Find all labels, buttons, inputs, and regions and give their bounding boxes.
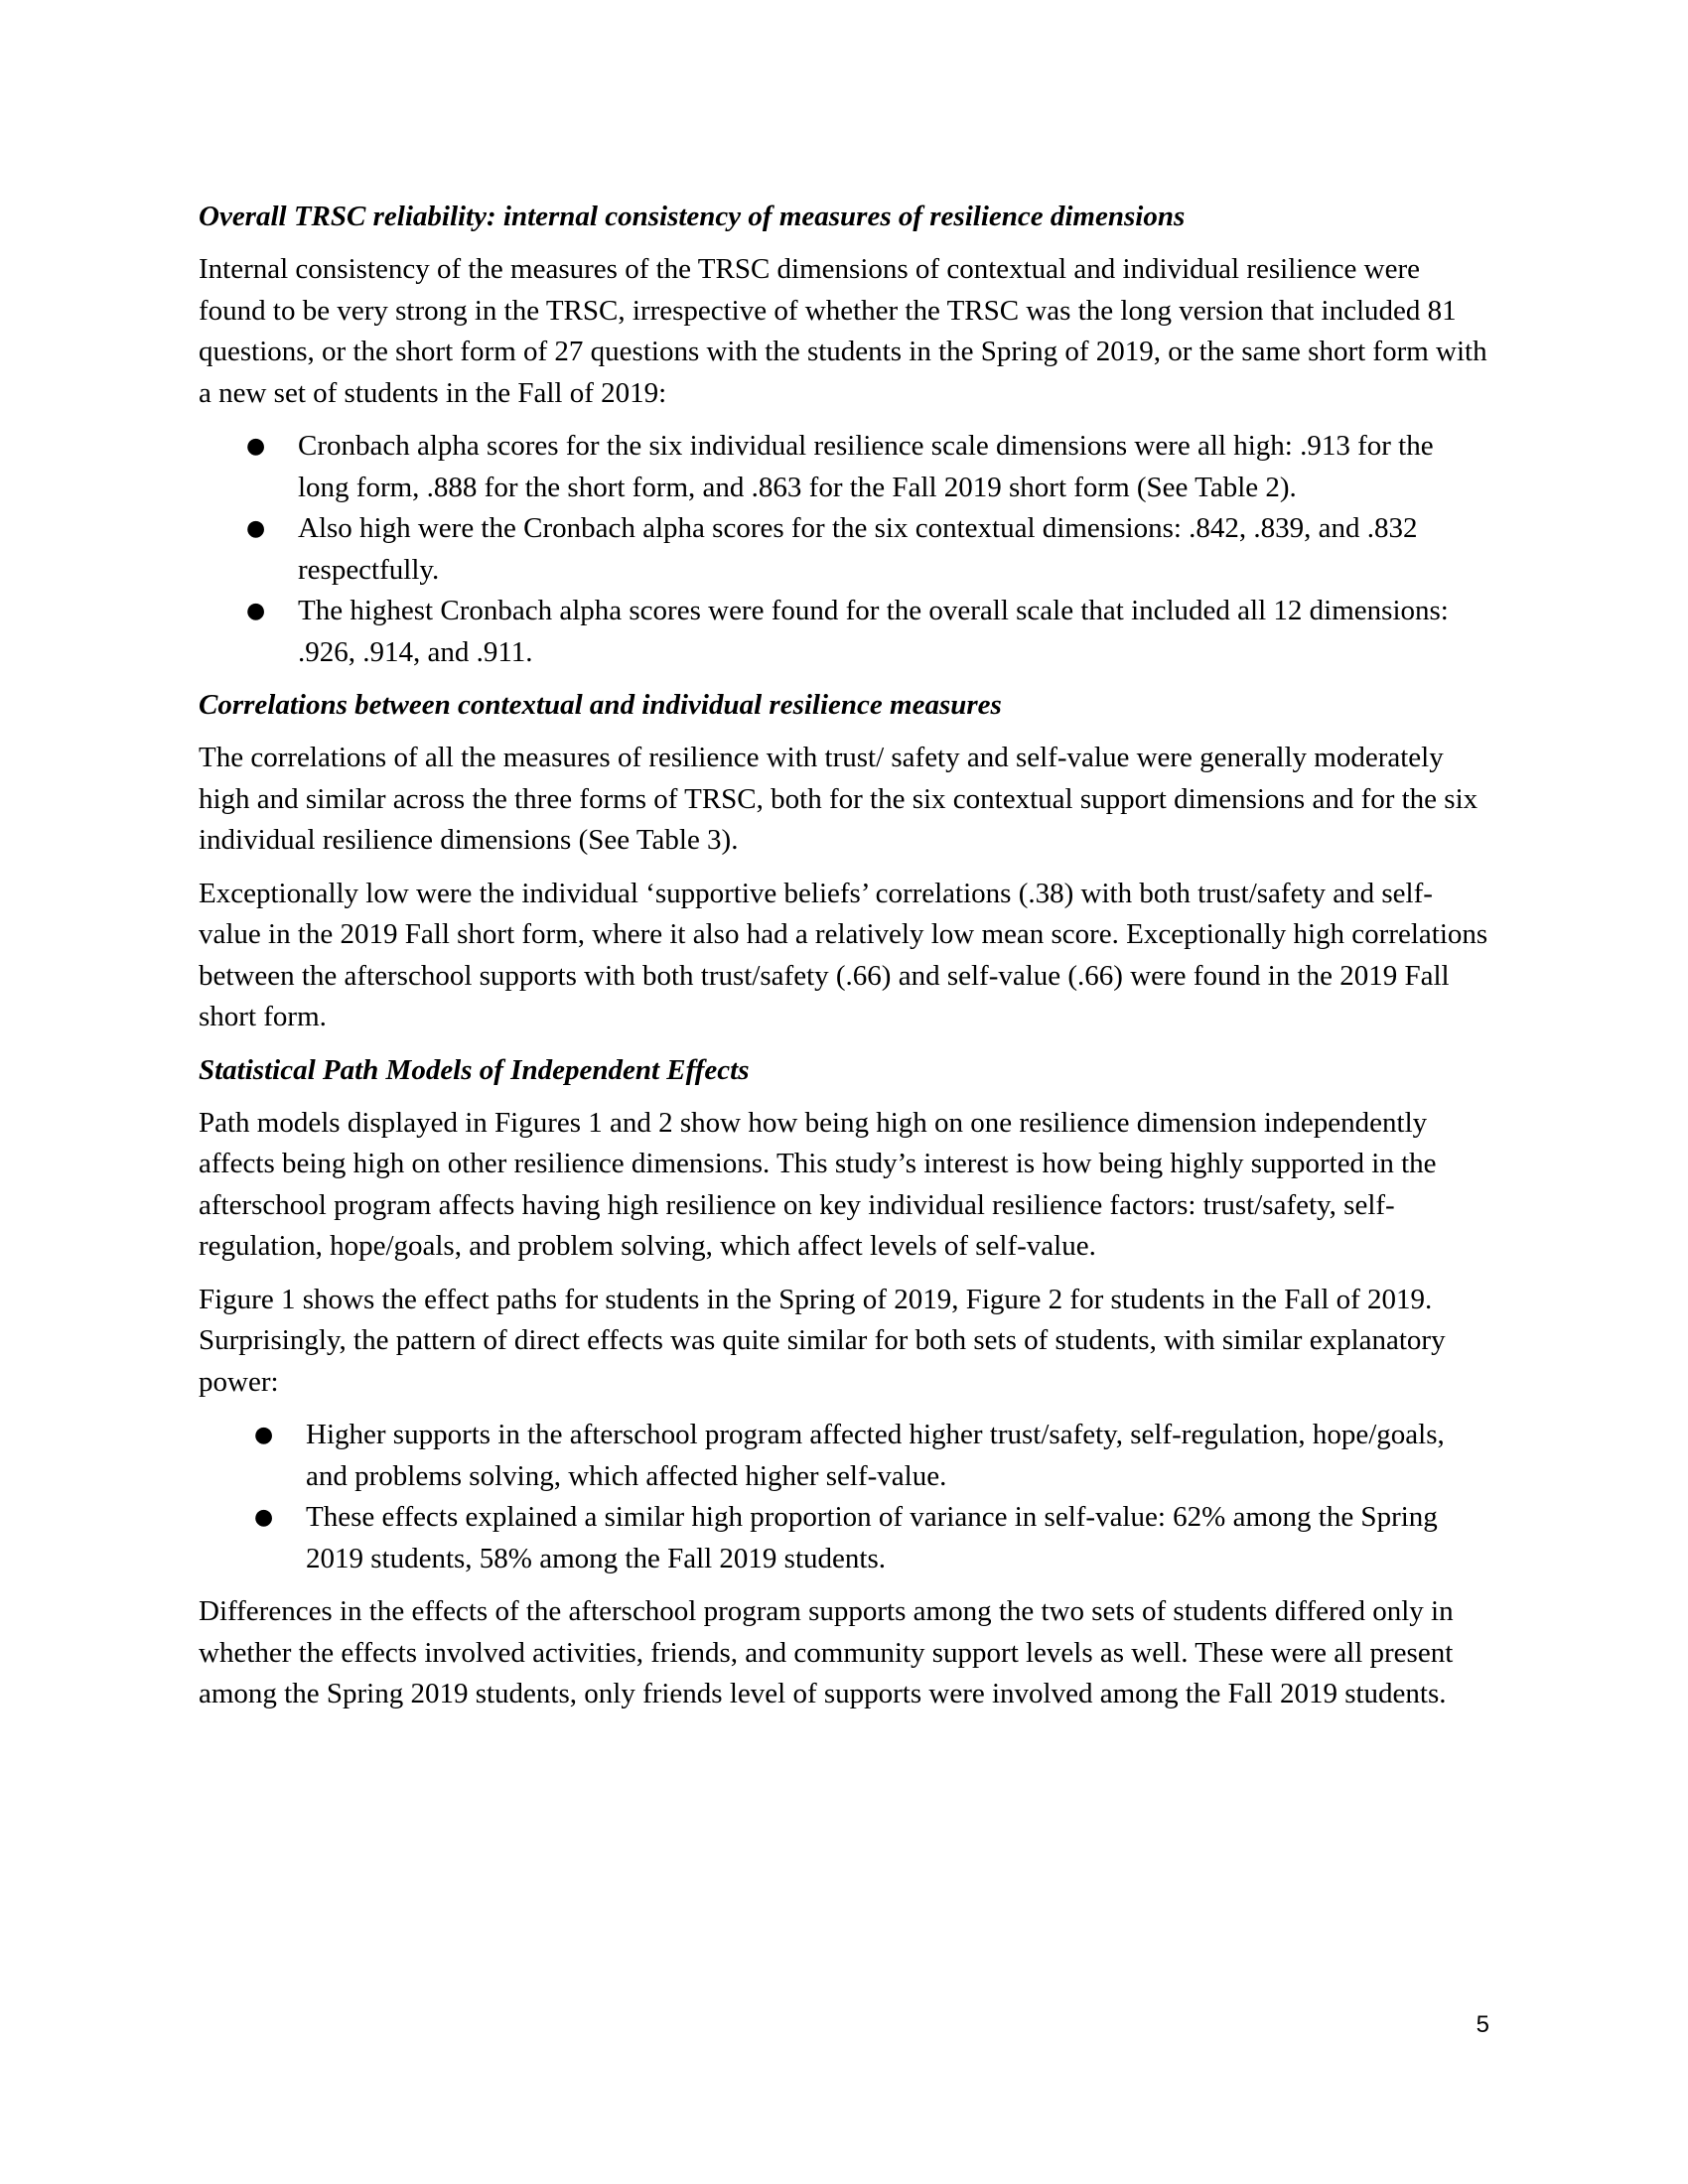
- path-models-bullet-list: [199, 1415, 1489, 1579]
- bullet-icon: ●: [246, 434, 266, 459]
- section-heading-path-models: Statistical Path Models of Independent Effects: [199, 1053, 750, 1086]
- list-item: [199, 508, 1489, 591]
- list-item: [199, 426, 1489, 508]
- list-item-text: The highest Cronbach alpha scores were found for the overall scale that included all 12 dimensions: .926, .914, and .911.: [298, 595, 1449, 668]
- reliability-bullet-list: [199, 426, 1489, 673]
- page-content: [199, 197, 1489, 1727]
- correlations-paragraph: Exceptionally low were the individual ‘supportive beliefs’ correlations (.38) with both trust/safety and self-value in the 2019 Fall short form, where it also had a relatively low mean score. Exceptionally high correlations between the afterschool supports with both trust/safety (.66) and self-value (.66) were found in the 2019 Fall short form.: [199, 877, 1488, 1032]
- list-item-text: These effects explained a similar high proportion of variance in self-value: 62% among the Spring 2019 students, 58% among the Fall 2019 students.: [306, 1501, 1438, 1574]
- list-item: [199, 1497, 1489, 1579]
- list-item-text: Higher supports in the afterschool program affected higher trust/safety, self-regulation, hope/goals, and problems solving, which affected higher self-value.: [306, 1419, 1445, 1492]
- list-item: [199, 591, 1489, 673]
- path-models-closing-paragraph: Differences in the effects of the afterschool program supports among the two sets of students differed only in whether the effects involved activities, friends, and community support levels as well. These were all present among the Spring 2019 students, only friends level of supports were involved among the Fall 2019 students.: [199, 1595, 1454, 1709]
- correlations-paragraph: The correlations of all the measures of resilience with trust/ safety and self-value were generally moderately high and similar across the three forms of TRSC, both for the six contextual support dimensions and for the six individual resilience dimensions (See Table 3).: [199, 742, 1478, 856]
- path-models-paragraph: Figure 1 shows the effect paths for students in the Spring of 2019, Figure 2 for students in the Fall of 2019. Surprisingly, the pattern of direct effects was quite similar for both sets of students, with similar explanatory power:: [199, 1283, 1446, 1398]
- bullet-icon: ●: [254, 1505, 274, 1530]
- section-heading-correlations: Correlations between contextual and individual resilience measures: [199, 689, 1002, 721]
- section-heading-reliability: Overall TRSC reliability: internal consistency of measures of resilience dimensions: [199, 201, 1186, 232]
- page-number: 5: [1476, 2011, 1489, 2038]
- list-item-text: Cronbach alpha scores for the six individual resilience scale dimensions were all high: .913 for the long form, .888 for the short form, and .863 for the Fall 2019 short form (See Table 2).: [298, 430, 1434, 503]
- bullet-icon: ●: [246, 599, 266, 623]
- bullet-icon: ●: [254, 1423, 274, 1447]
- list-item-text: Also high were the Cronbach alpha scores for the six contextual dimensions: .842, .839, and .832 respectfully.: [298, 512, 1418, 586]
- path-models-paragraph: Path models displayed in Figures 1 and 2 show how being high on one resilience dimension independently affects being high on other resilience dimensions. This study’s interest is how being highly supported in the afterschool program affects having high resilience on key individual resilience factors: trust/safety, self-regulation, hope/goals, and problem solving, which affect levels of self-value.: [199, 1106, 1437, 1262]
- reliability-intro-paragraph: Internal consistency of the measures of the TRSC dimensions of contextual and individual resilience were found to be very strong in the TRSC, irrespective of whether the TRSC was the long version that included 81 questions, or the short form of 27 questions with the students in the Spring of 2019, or the same short form with a new set of students in the Fall of 2019:: [199, 253, 1487, 409]
- list-item: [199, 1415, 1489, 1497]
- bullet-icon: ●: [246, 516, 266, 541]
